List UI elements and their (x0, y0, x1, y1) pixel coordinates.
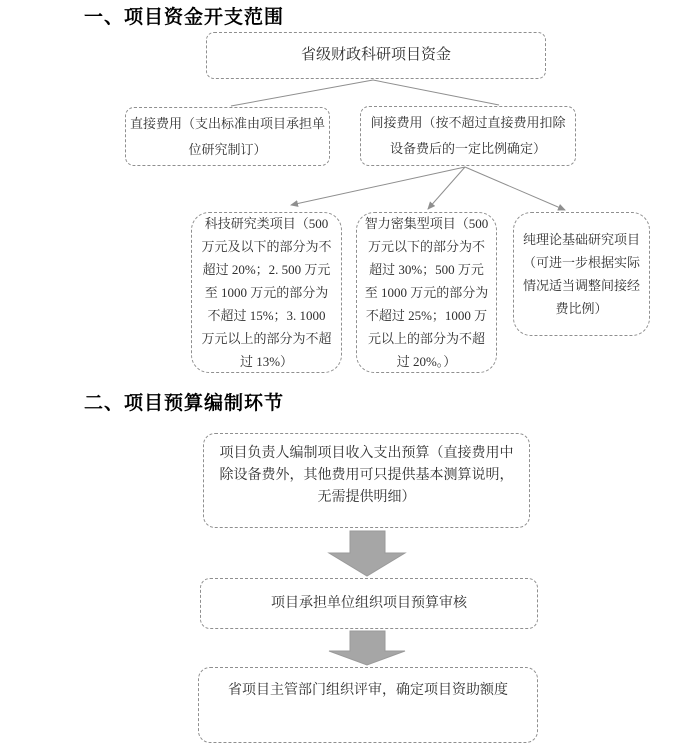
flowchart-node-provincial-research-funds: 省级财政科研项目资金 (206, 32, 546, 79)
connector-indirect-to-tech (291, 167, 465, 205)
flowchart-node-indirect-costs: 间接费用（按不超过直接费用扣除设备费后的一定比例确定） (360, 106, 576, 166)
section-2-heading: 二、项目预算编制环节 (84, 393, 285, 414)
flowchart-node-budget-preparation: 项目负责人编制项目收入支出预算（直接费用中除设备费外，其他费用可只提供基本测算说明，无需提供明细） (203, 433, 530, 528)
connector-indirect-to-pure (465, 167, 565, 210)
section-1-heading: 一、项目资金开支范围 (84, 7, 285, 28)
connector-root-to-direct (231, 80, 373, 106)
flowchart-node-budget-review: 项目承担单位组织项目预算审核 (200, 578, 538, 629)
flowchart-node-pure-theory-projects: 纯理论基础研究项目（可进一步根据实际情况适当调整间接经费比例） (513, 212, 650, 336)
flowchart-node-funding-amount-decision: 省项目主管部门组织评审，确定项目资助额度 (198, 667, 538, 743)
flowchart-node-tech-research-projects: 科技研究类项目（500 万元及以下的部分为不超过 20%；2. 500 万元至 1000 万元的部分为不超过 15%；3. 1000 万元以上的部分为不超过 13%） (191, 212, 342, 373)
connector-indirect-to-intel (428, 167, 465, 209)
connector-root-to-indirect (373, 80, 499, 105)
down-block-arrow-step2 (329, 631, 405, 665)
flowchart-node-intellect-intensive-projects: 智力密集型项目（500 万元以下的部分为不超过 30%；500 万元至 1000 万元的部分为不超过 25%；1000 万元以上的部分为不超过 20%。） (356, 212, 497, 373)
down-block-arrow-step1 (329, 531, 405, 576)
flowchart-node-direct-costs: 直接费用（支出标准由项目承担单位研究制订） (125, 107, 330, 166)
